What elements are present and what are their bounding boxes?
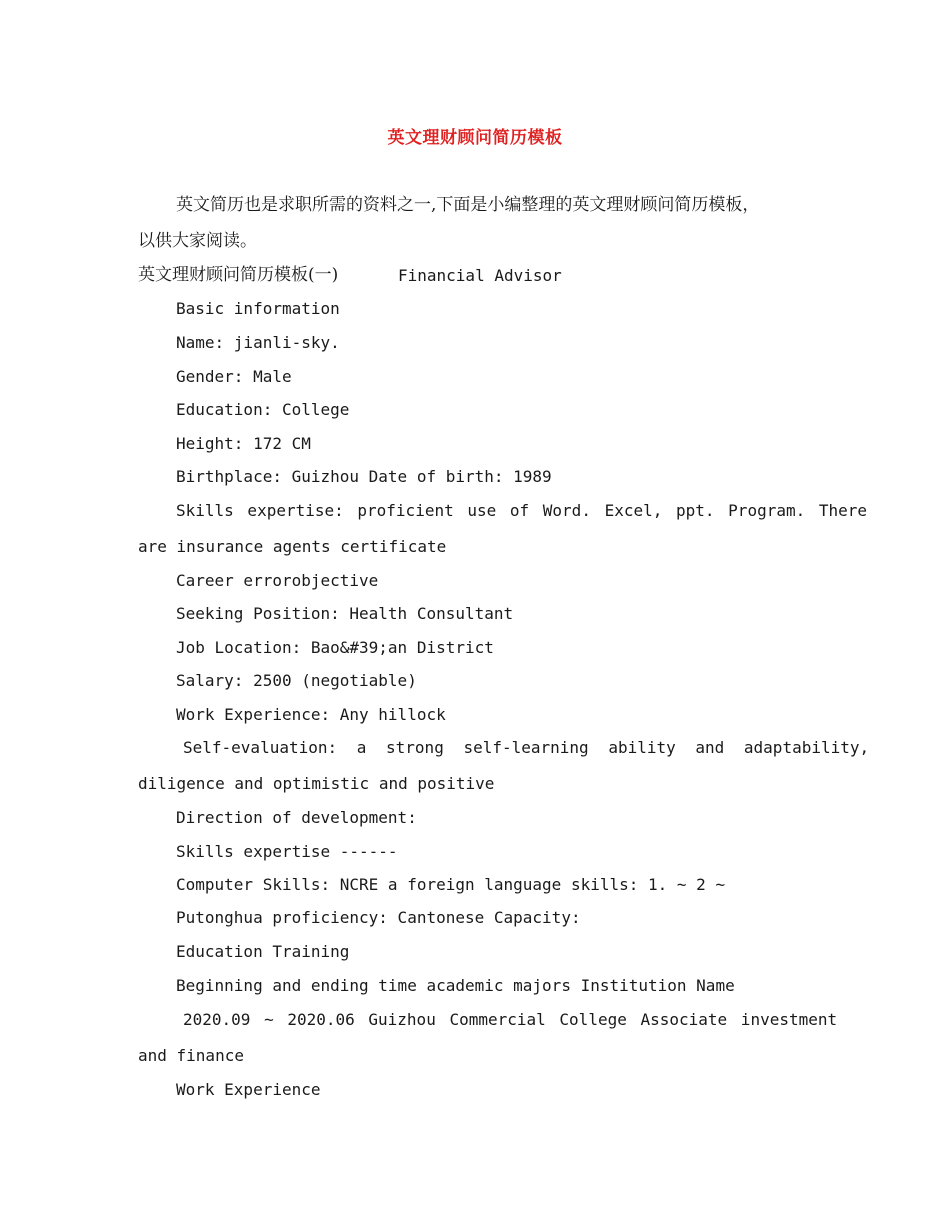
education-row-line-1: 2020.09 ~ 2020.06 Guizhou Commercial College Associate investment: [183, 1010, 838, 1029]
intro-line-1: 英文简历也是求职所需的资料之一,下面是小编整理的英文理财顾问简历模板，: [176, 195, 760, 215]
education-line: Education: College: [176, 400, 350, 419]
section-heading: 英文理财顾问简历模板(一): [138, 265, 339, 285]
name-line: Name: jianli-sky.: [176, 333, 340, 352]
skills-heading: Skills expertise ------: [176, 842, 398, 861]
education-row-line-2: and finance: [138, 1046, 244, 1065]
intro-line-2: 以供大家阅读。: [138, 231, 257, 251]
skills-line-2: are insurance agents certificate: [138, 537, 447, 556]
document-title: 英文理财顾问简历模板: [387, 128, 563, 148]
work-experience-line: Work Experience: Any hillock: [176, 705, 446, 724]
self-evaluation-line-1: Self-evaluation: a strong self-learning ability and adaptability,: [183, 738, 870, 757]
career-line: Career errorobjective: [176, 571, 379, 590]
section-subheading: Financial Advisor: [398, 266, 562, 285]
salary-line: Salary: 2500 (negotiable): [176, 671, 417, 690]
skills-line-1: Skills expertise: proficient use of Word. Excel, ppt. Program. There: [176, 501, 868, 520]
direction-line: Direction of development:: [176, 808, 417, 827]
putonghua-line: Putonghua proficiency: Cantonese Capacity:: [176, 908, 581, 927]
seeking-line: Seeking Position: Health Consultant: [176, 604, 514, 623]
work-experience-heading: Work Experience: [176, 1080, 321, 1099]
education-training-heading: Education Training: [176, 942, 350, 961]
birth-line: Birthplace: Guizhou Date of birth: 1989: [176, 467, 552, 486]
gender-line: Gender: Male: [176, 367, 292, 386]
job-location-line: Job Location: Bao&#39;an District: [176, 638, 494, 657]
self-evaluation-line-2: diligence and optimistic and positive: [138, 774, 495, 793]
computer-skills-line: Computer Skills: NCRE a foreign language skills: 1. ~ 2 ~: [176, 875, 726, 894]
education-columns-line: Beginning and ending time academic majors Institution Name: [176, 976, 735, 995]
height-line: Height: 172 CM: [176, 434, 311, 453]
basic-information: Basic information: [176, 299, 340, 318]
